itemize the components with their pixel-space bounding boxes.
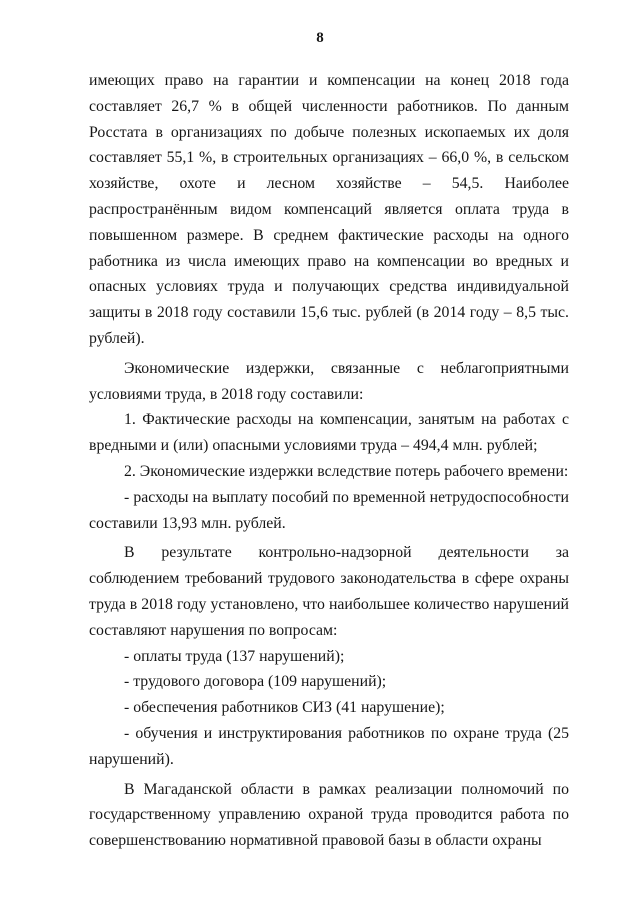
list-item-wages: - оплаты труда (137 нарушений);	[124, 647, 345, 665]
document-body	[89, 68, 569, 854]
list-item-ppe-provision: - обеспечения работников СИЗ (41 нарушение);	[124, 699, 445, 717]
paragraph-economic-costs-intro: Экономические издержки, связанные с неблагоприятными условиями труда, в 2018 году составили:	[89, 359, 569, 403]
paragraph-work-time-losses: 2. Экономические издержки вследствие потерь рабочего времени:	[124, 462, 569, 480]
paragraph-compensation-expenses: 1. Фактические расходы на компенсации, занятым на работах с вредными и (или) опасными условиями труда – 494,4 млн. рублей;	[89, 411, 569, 455]
paragraph-regulatory-framework: В Магаданской области в рамках реализации полномочий по государственному управлению охраной труда проводится работа по совершенствованию нормативной правовой базы в области охраны	[89, 780, 569, 850]
list-item-employment-contract: - трудового договора (109 нарушений);	[124, 673, 387, 691]
list-item-safety-training: - обучения и инструктирования работников по охране труда (25 нарушений).	[89, 724, 569, 768]
page-number: 8	[316, 30, 324, 46]
paragraph-compensation-share: имеющих право на гарантии и компенсации на конец 2018 года составляет 26,7 % в общей численности работников. По данным Росстата в организациях по добыче полезных ископаемых их доля составляет 55,1 %, в строительных организациях – 66,0 %, в сельском хозяйстве, охоте и лесном хозяйстве – 54,5. Наиболее распространённым видом компенсаций является оплата труда в повышенном размере. В среднем фактические расходы на одного работника из числа имеющих право на компенсации во вредных и опасных условиях труда и получающих средства индивидуальной защиты в 2018 году составили 15,6 тыс. рублей (в 2014 году – 8,5 тыс. рублей).	[89, 72, 569, 347]
paragraph-inspection-results: В результате контрольно-надзорной деятельности за соблюдением требований трудового законодательства в сфере охраны труда в 2018 году установлено, что наибольшее количество нарушений составляют нарушения по вопросам:	[89, 544, 569, 639]
paragraph-sick-leave-benefits: - расходы на выплату пособий по временной нетрудоспособности составили 13,93 млн. рублей.	[89, 488, 569, 532]
